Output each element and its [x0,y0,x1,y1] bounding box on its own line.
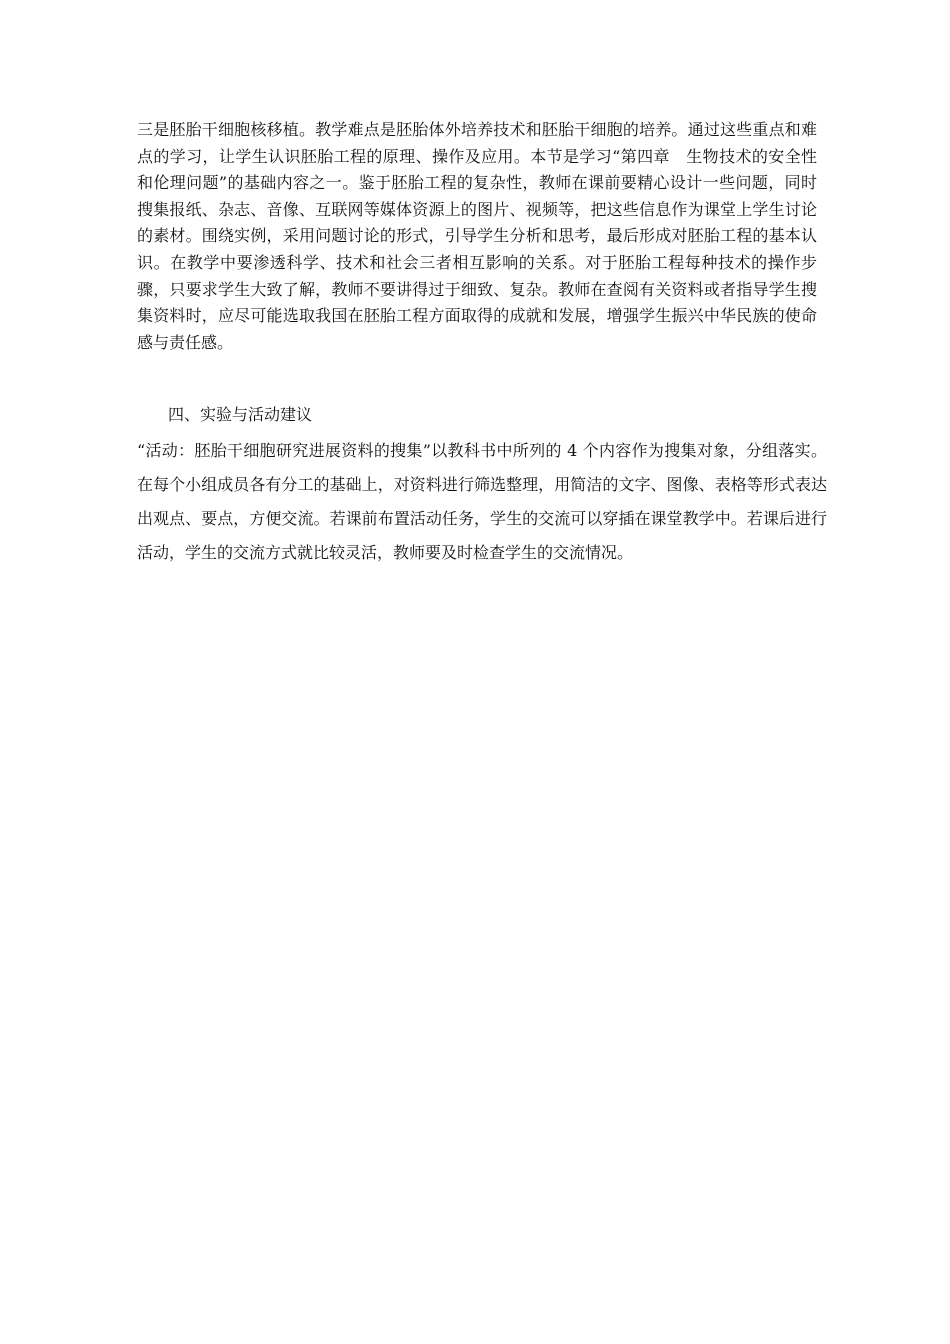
body-paragraph-teaching-focus: 三是胚胎干细胞核移植。教学难点是胚胎体外培养技术和胚胎干细胞的培养。通过这些重点和难点的学习，让学生认识胚胎工程的原理、操作及应用。本节是学习“第四章 生物技术的安全性和伦理问题”的基础内容之一。鉴于胚胎工程的复杂性，教师在课前要精心设计一些问题，同时搜集报纸、杂志、音像、互联网等媒体资源上的图片、视频等，把这些信息作为课堂上学生讨论的素材。围绕实例，采用问题讨论的形式，引导学生分析和思考，最后形成对胚胎工程的基本认识。在教学中要渗透科学、技术和社会三者相互影响的关系。对于胚胎工程每种技术的操作步骤，只要求学生大致了解，教师不要讲得过于细致、复杂。教师在查阅有关资料或者指导学生搜集资料时，应尽可能选取我国在胚胎工程方面取得的成就和发展，增强学生振兴中华民族的使命感与责任感。 [137,120,817,352]
body-paragraph-activities: “活动：胚胎干细胞研究进展资料的搜集”以教科书中所列的 4 个内容作为搜集对象，分组落实。在每个小组成员各有分工的基础上，对资料进行筛选整理，用简洁的文字、图像、表格等形式表达出观点、要点，方便交流。若课前布置活动任务，学生的交流可以穿插在课堂教学中。若课后进行活动，学生的交流方式就比较灵活，教师要及时检查学生的交流情况。 [137,441,827,562]
section-heading-activities: 四、实验与活动建议 [168,405,313,424]
